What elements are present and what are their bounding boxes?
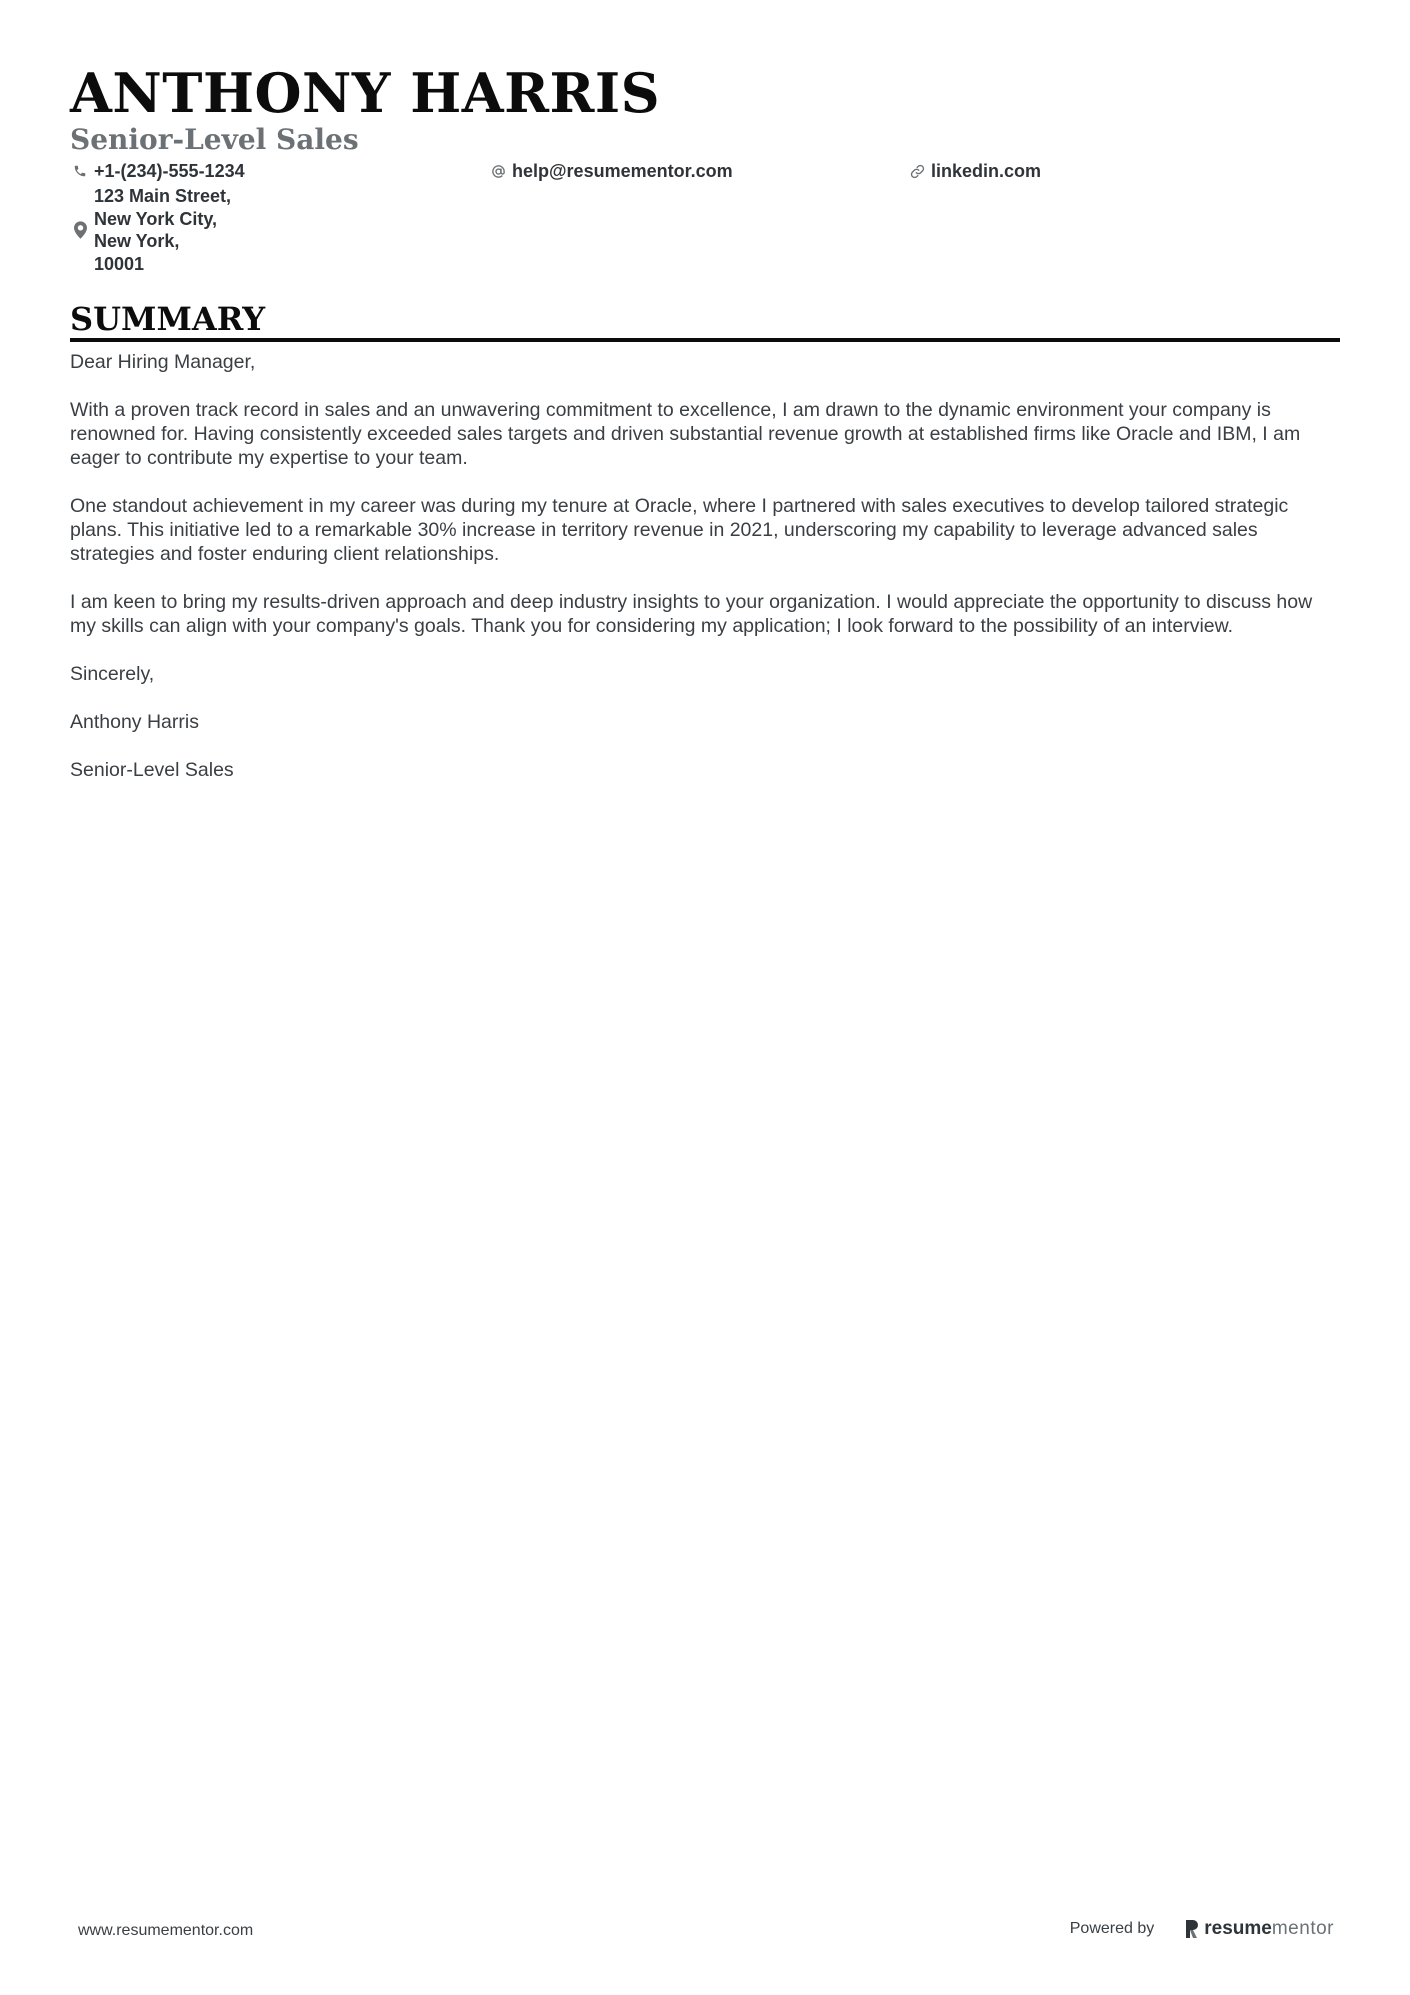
signature-name: Anthony Harris (70, 711, 199, 733)
brand-name-part1: resume (1204, 1918, 1272, 1939)
address-line: 10001 (94, 253, 145, 274)
link-icon (907, 161, 927, 181)
footer-website[interactable]: www.resumementor.com (78, 1922, 254, 1939)
powered-by-label: Powered by (1069, 1920, 1155, 1937)
at-icon (488, 161, 508, 181)
address-line: 123 Main Street, (94, 186, 232, 206)
footer-branding (1070, 1918, 1334, 1940)
brand-name-part2: mentor (1271, 1918, 1334, 1939)
contact-phone[interactable] (70, 158, 245, 184)
candidate-role: Senior-Level Sales (70, 123, 359, 156)
resume-page (70, 0, 1340, 1995)
letter-paragraph: One standout achievement in my career was during my tenure at Oracle, where I partnered with sales executives to develop tailored strategic plans. This initiative led to a remarkable 30% increase in territory revenue in 2021, underscoring my capability to leverage advanced sales strategies and foster enduring client relationships. (70, 495, 1289, 565)
letter-paragraph: With a proven track record in sales and an unwavering commitment to excellence, I am drawn to the dynamic environment your company is renowned for. Having consistently exceeded sales targets and driven substantial revenue growth at established firms like Oracle and IBM, I am eager to contribute my expertise to your team. (70, 399, 1301, 469)
brand-mark-icon (1184, 1919, 1200, 1939)
brand-logo[interactable] (1184, 1918, 1334, 1940)
contact-address (70, 185, 231, 275)
address-line: New York City, (94, 208, 218, 229)
linkedin-text: linkedin.com (931, 160, 1042, 181)
letter-closing: Sincerely, (70, 663, 155, 685)
address-lines (94, 185, 231, 275)
letter-greeting: Dear Hiring Manager, (70, 351, 256, 373)
section-divider (70, 338, 1340, 342)
section-title-summary: SUMMARY (70, 300, 266, 338)
letter-paragraph: I am keen to bring my results-driven approach and deep industry insights to your organization. I would appreciate the opportunity to discuss how my skills can align with your company's goals. Thank you for considering my application; I look forward to the possibility of an interview. (70, 591, 1313, 637)
phone-text: +1-(234)-555-1234 (94, 160, 245, 181)
signature-role: Senior-Level Sales (70, 759, 234, 781)
email-text: help@resumementor.com (512, 160, 733, 181)
phone-icon (70, 161, 90, 181)
map-pin-icon (70, 218, 90, 242)
letter-body (70, 350, 1340, 806)
candidate-name: ANTHONY HARRIS (70, 61, 661, 125)
contact-linkedin[interactable] (907, 158, 1041, 184)
address-line: New York, (94, 231, 180, 251)
contact-email[interactable] (488, 158, 733, 184)
